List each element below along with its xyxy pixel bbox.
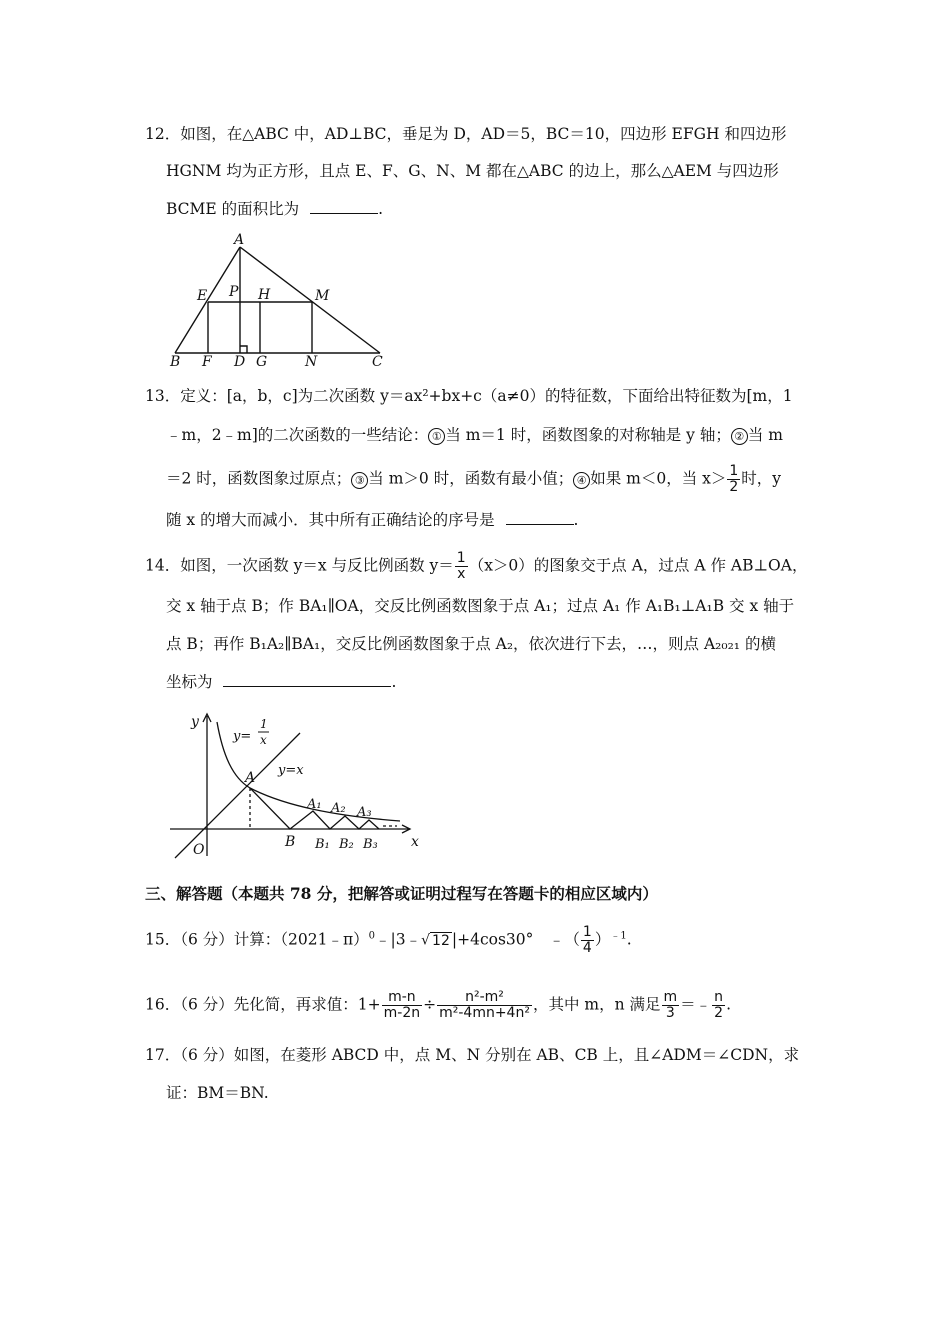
q14-text-a: 14．如图，一次函数 y＝x 与反比例函数 y＝ xyxy=(145,556,454,575)
section-heading: 三、解答题（本题共 78 分，把解答或证明过程写在答题卡的相应区域内） xyxy=(145,884,658,903)
label-n: N xyxy=(305,354,318,370)
fraction-2: $\frac{\text{n²-m²}}{\text{m²-4mn+4n²}}$ xyxy=(439,989,530,1021)
right-angle-mark xyxy=(240,346,247,353)
q13-end: . xyxy=(573,511,579,529)
item-3-marker: ③ xyxy=(351,472,368,489)
q15-text-c: |+4cos30° ﹣（ xyxy=(451,930,580,949)
q13-text-h: 随 x 的增大而减小．其中所有正确结论的序号是 xyxy=(166,511,495,529)
label-b: B xyxy=(285,834,296,850)
q13-line-2 xyxy=(166,425,783,445)
fraction-3: $\frac{m}{3}$ xyxy=(663,989,678,1021)
label-x: x xyxy=(411,834,419,850)
label-a: A xyxy=(234,232,245,248)
answer-blank-q13[interactable] xyxy=(506,510,574,525)
line-label: y=x xyxy=(278,763,304,778)
q17-line-1: 17．（6 分）如图，在菱形 ABCD 中，点 M、N 分别在 AB、CB 上，且∠ADM＝∠CDN，求 xyxy=(145,1046,800,1064)
q12-text: BCME 的面积比为 xyxy=(166,200,300,218)
item-4-marker: ④ xyxy=(573,472,590,489)
line-y-equals-x xyxy=(175,733,300,858)
label-g: G xyxy=(256,354,268,370)
curve-label-den: x xyxy=(260,733,267,747)
sqrt-icon: √ xyxy=(421,932,431,949)
q15-exp-1: ﹣1 xyxy=(610,930,627,942)
curve-label: y= xyxy=(233,729,252,744)
q13-line-1: 13．定义：[a，b，c]为二次函数 y＝ax²+bx+c（a≠0）的特征数，下面给出特征数为[m，1 xyxy=(145,387,793,405)
figure-hyperbola xyxy=(165,708,435,863)
q16-end: . xyxy=(726,995,732,1014)
q14-line-2: 交 x 轴于点 B；作 BA₁∥OA，交反比例函数图象于点 A₁；过点 A₁ 作 A₁B₁⊥A₁B 交 x 轴于 xyxy=(166,597,795,615)
q13-text-g: 时，y xyxy=(741,469,782,488)
q16-text-c: ＝﹣ xyxy=(680,995,712,1014)
q14-line-1 xyxy=(145,551,807,582)
label-e: E xyxy=(197,288,208,304)
q14-text-b: （x＞0）的图象交于点 A，过点 A 作 AB⊥OA， xyxy=(468,556,808,575)
item-2-marker: ② xyxy=(731,428,748,445)
q14-line-3: 点 B；再作 B₁A₂∥BA₁，交反比例函数图象于点 A₂，依次进行下去，…，则点 A₂₀₂₁ 的横 xyxy=(166,635,776,653)
divide-icon: ÷ xyxy=(423,995,437,1014)
q13-line-3 xyxy=(166,464,781,495)
answer-blank-q12[interactable] xyxy=(310,199,378,214)
q15-text-a: 15．（6 分）计算：（2021﹣π） xyxy=(145,930,369,949)
curve-label-num: 1 xyxy=(260,717,268,731)
q12-end: . xyxy=(378,200,384,218)
label-b2: B₂ xyxy=(339,837,354,852)
fraction-one-half: $\frac{1}{2}$ xyxy=(729,463,739,495)
figure-triangle-abc xyxy=(160,230,400,370)
q15-line xyxy=(145,925,632,956)
label-y: y xyxy=(191,714,199,730)
q12-line-3 xyxy=(166,199,383,219)
fraction-one-quarter: $\frac{1}{4}$ xyxy=(582,924,592,956)
label-o: O xyxy=(193,842,205,858)
q13-text-d: ＝2 时，函数图象过原点； xyxy=(166,469,352,488)
q15-text-d: ） xyxy=(594,930,611,949)
q15-end: . xyxy=(626,930,632,949)
q12-line-1: 12．如图，在△ABC 中，AD⊥BC，垂足为 D，AD＝5，BC＝10，四边形 EFGH 和四边形 xyxy=(145,125,787,143)
fraction-1: $\frac{m-n}{m-2n}$ xyxy=(383,989,421,1021)
fraction-4: $\frac{n}{2}$ xyxy=(714,989,724,1021)
label-p: P xyxy=(229,284,239,300)
q16-text-b: ，其中 m，n 满足 xyxy=(532,995,661,1014)
fraction-one-over-x: $\frac{1}{x}$ xyxy=(456,550,466,582)
label-b: B xyxy=(170,354,181,370)
label-a: A xyxy=(245,770,256,786)
q15-sqrt: 12 xyxy=(432,932,450,949)
label-d: D xyxy=(234,354,246,370)
q15-exp-0: 0 xyxy=(368,930,376,942)
q12-line-2: HGNM 均为正方形，且点 E、F、G、N、M 都在△ABC 的边上，那么△AEM 与四边形 xyxy=(166,162,779,180)
q17-line-2: 证：BM＝BN. xyxy=(166,1084,269,1102)
label-a3: A₃ xyxy=(357,805,372,820)
label-c: C xyxy=(372,354,383,370)
item-1-marker: ① xyxy=(428,428,445,445)
label-f: F xyxy=(202,354,212,370)
label-m: M xyxy=(315,288,330,304)
label-b3: B₃ xyxy=(363,837,378,852)
answer-blank-q14[interactable] xyxy=(223,672,391,687)
q16-line xyxy=(145,990,731,1021)
q15-text-b: ﹣|3﹣ xyxy=(375,930,422,949)
q16-text-a: 16．（6 分）先化简，再求值：1+ xyxy=(145,995,381,1014)
label-a2: A₂ xyxy=(331,801,346,816)
q14-end: . xyxy=(391,673,397,691)
q13-text-b: 当 m＝1 时，函数图象的对称轴是 y 轴； xyxy=(445,426,731,444)
label-h: H xyxy=(258,287,271,303)
q14-line-4 xyxy=(166,672,396,692)
label-a1: A₁ xyxy=(307,797,322,812)
label-b1: B₁ xyxy=(315,837,330,852)
q13-text-f: 如果 m＜0，当 x＞ xyxy=(590,469,727,488)
q13-line-4 xyxy=(166,510,578,530)
q13-text-c: 当 m xyxy=(747,426,783,444)
q13-text-e: 当 m＞0 时，函数有最小值； xyxy=(368,469,574,488)
q14-text-c: 坐标为 xyxy=(166,673,213,691)
q13-text-a: ﹣m，2﹣m]的二次函数的一些结论： xyxy=(166,426,429,444)
